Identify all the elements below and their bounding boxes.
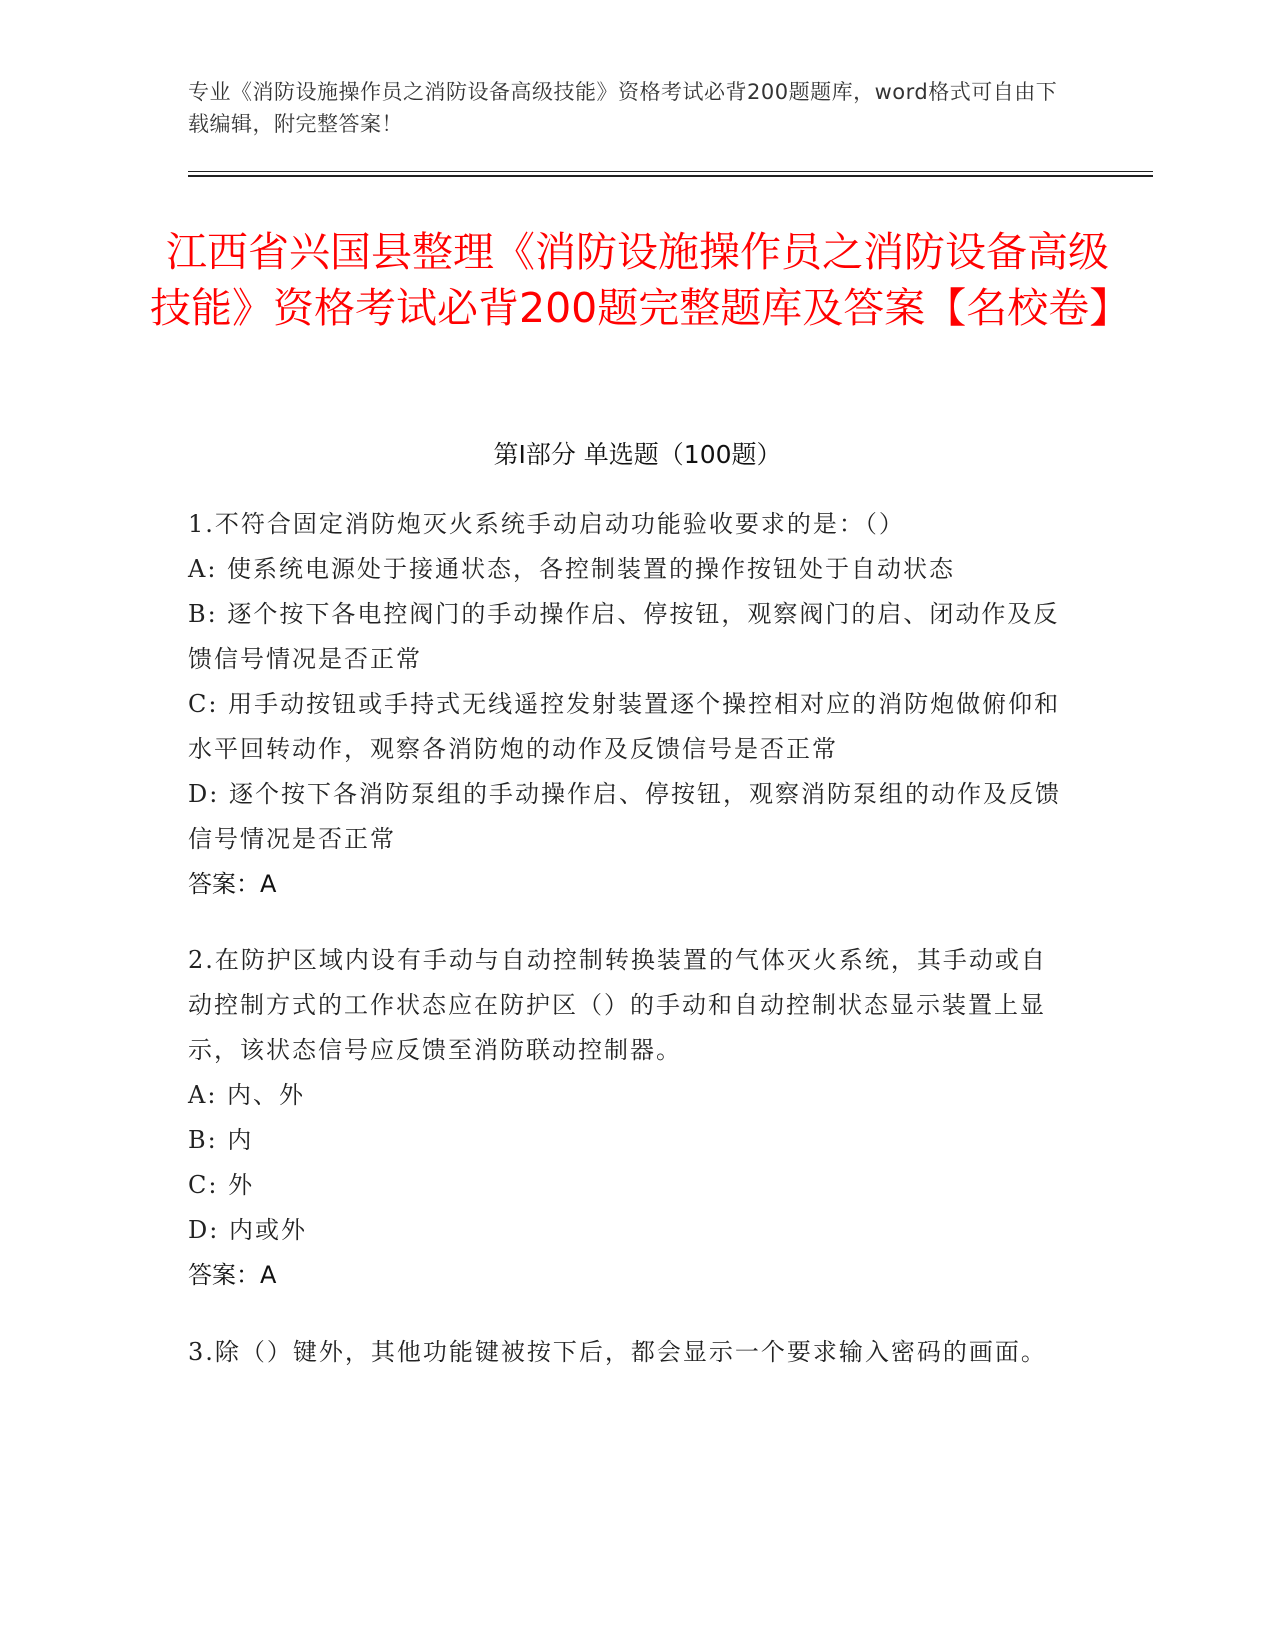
option-c: C: 外 [188,1171,255,1199]
header-divider-thick [188,175,1153,177]
question-1 [188,502,1068,907]
question-text: 1.不符合固定消防炮灭火系统手动启动功能验收要求的是：（） [188,510,905,538]
section-heading: 第I部分 单选题（100题） [493,440,782,469]
document-title: 江西省兴国县整理《消防设施操作员之消防设备高级技能》资格考试必背200题完整题库及答案【名校卷】 [150,228,1131,332]
option-d: D: 逐个按下各消防泵组的手动操作启、停按钮，观察消防泵组的动作及反馈信号情况是否正常 [188,780,1061,853]
option-b: B: 内 [188,1126,254,1154]
question-text: 3.除（）键外，其他功能键被按下后，都会显示一个要求输入密码的画面。 [188,1338,1047,1366]
option-d: D: 内或外 [188,1216,307,1244]
option-b: B: 逐个按下各电控阀门的手动操作启、停按钮，观察阀门的启、闭动作及反馈信号情况是否正常 [188,600,1060,673]
option-c: C: 用手动按钮或手持式无线遥控发射装置逐个操控相对应的消防炮做俯仰和水平回转动作，观察各消防炮的动作及反馈信号是否正常 [188,690,1061,763]
question-2 [188,938,1068,1298]
question-3 [188,1330,1068,1375]
header-note: 专业《消防设施操作员之消防设备高级技能》资格考试必背200题题库，word格式可自由下载编辑，附完整答案！ [188,80,1058,136]
answer: 答案：A [188,870,277,898]
option-a: A: 使系统电源处于接通状态，各控制装置的操作按钮处于自动状态 [188,555,956,583]
option-a: A: 内、外 [188,1081,306,1109]
question-text: 2.在防护区域内设有手动与自动控制转换装置的气体灭火系统，其手动或自动控制方式的工作状态应在防护区（）的手动和自动控制状态显示装置上显示，该状态信号应反馈至消防联动控制器。 [188,946,1047,1064]
header-divider-thin [188,171,1153,172]
answer: 答案：A [188,1261,277,1289]
